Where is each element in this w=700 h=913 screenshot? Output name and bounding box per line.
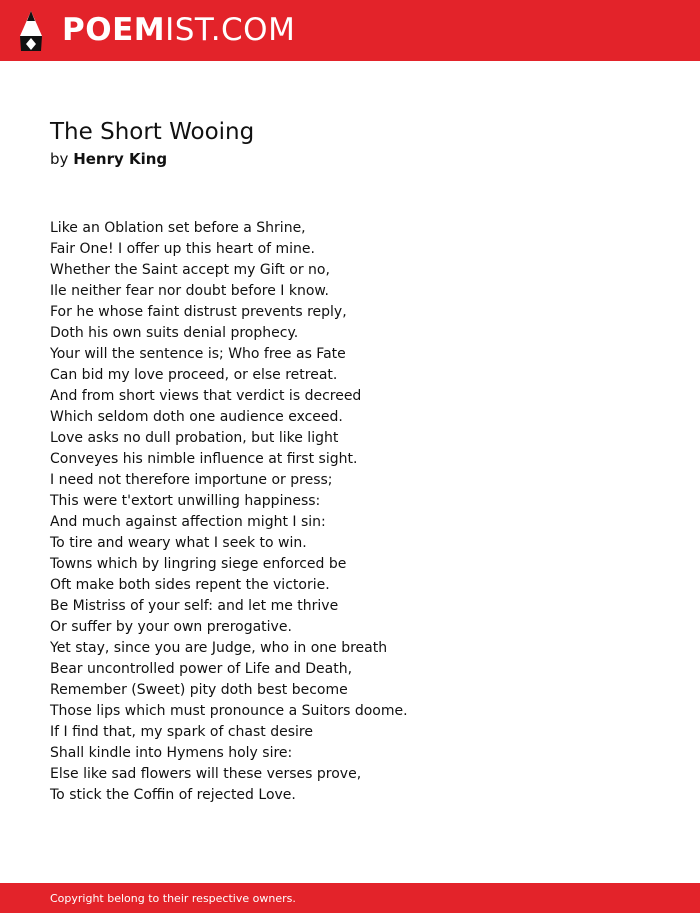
copyright-notice: Copyright belong to their respective owners. [50,892,296,905]
poem-line: Bear uncontrolled power of Life and Death, [50,661,353,677]
site-footer [0,883,700,913]
site-header [0,0,700,61]
poem-line: Else like sad flowers will these verses prove, [50,766,362,782]
by-label: by [50,150,69,168]
poem-author: Henry King [73,150,168,168]
logo-text-light: IST.COM [165,12,296,48]
poem-line: Those lips which must pronounce a Suitors doome. [50,703,408,719]
poem-byline [50,148,167,170]
poem-line: Conveyes his nimble influence at first sight. [50,451,358,467]
poem-line: Yet stay, since you are Judge, who in one breath [50,640,388,656]
poem-line: Shall kindle into Hymens holy sire: [50,745,293,761]
poem-line: Remember (Sweet) pity doth best become [50,682,348,698]
poem-line: I need not therefore importune or press; [50,472,333,488]
poem-title: The Short Wooing [50,119,255,145]
poem-line: Towns which by lingring siege enforced be [50,556,347,572]
poem-line: This were t'extort unwilling happiness: [50,493,321,509]
poem-line: Fair One! I offer up this heart of mine. [50,241,315,257]
poem-line: To tire and weary what I seek to win. [50,535,307,551]
poem-line: Like an Oblation set before a Shrine, [50,220,306,236]
poem-line: Can bid my love proceed, or else retreat. [50,367,338,383]
poem-line: To stick the Coffin of rejected Love. [50,787,296,803]
poem-line: And from short views that verdict is decreed [50,388,362,404]
site-logo[interactable] [62,12,295,48]
poem-line: Doth his own suits denial prophecy. [50,325,299,341]
poem-line: And much against affection might I sin: [50,514,326,530]
poem-line: For he whose faint distrust prevents reply, [50,304,347,320]
poem-line: Ile neither fear nor doubt before I know. [50,283,330,299]
poem-line: Or suffer by your own prerogative. [50,619,292,635]
pencil-tip-icon [18,10,44,52]
poem-line: Oft make both sides repent the victorie. [50,577,330,593]
logo-text-bold: POEM [62,12,166,48]
poem-line: Which seldom doth one audience exceed. [50,409,343,425]
poem-line: Love asks no dull probation, but like light [50,430,339,446]
poem-line: Be Mistriss of your self: and let me thrive [50,598,339,614]
poem-line: Your will the sentence is; Who free as Fate [50,346,346,362]
poem-line: Whether the Saint accept my Gift or no, [50,262,330,278]
poem-line: If I find that, my spark of chast desire [50,724,313,740]
poem-body [50,218,650,806]
